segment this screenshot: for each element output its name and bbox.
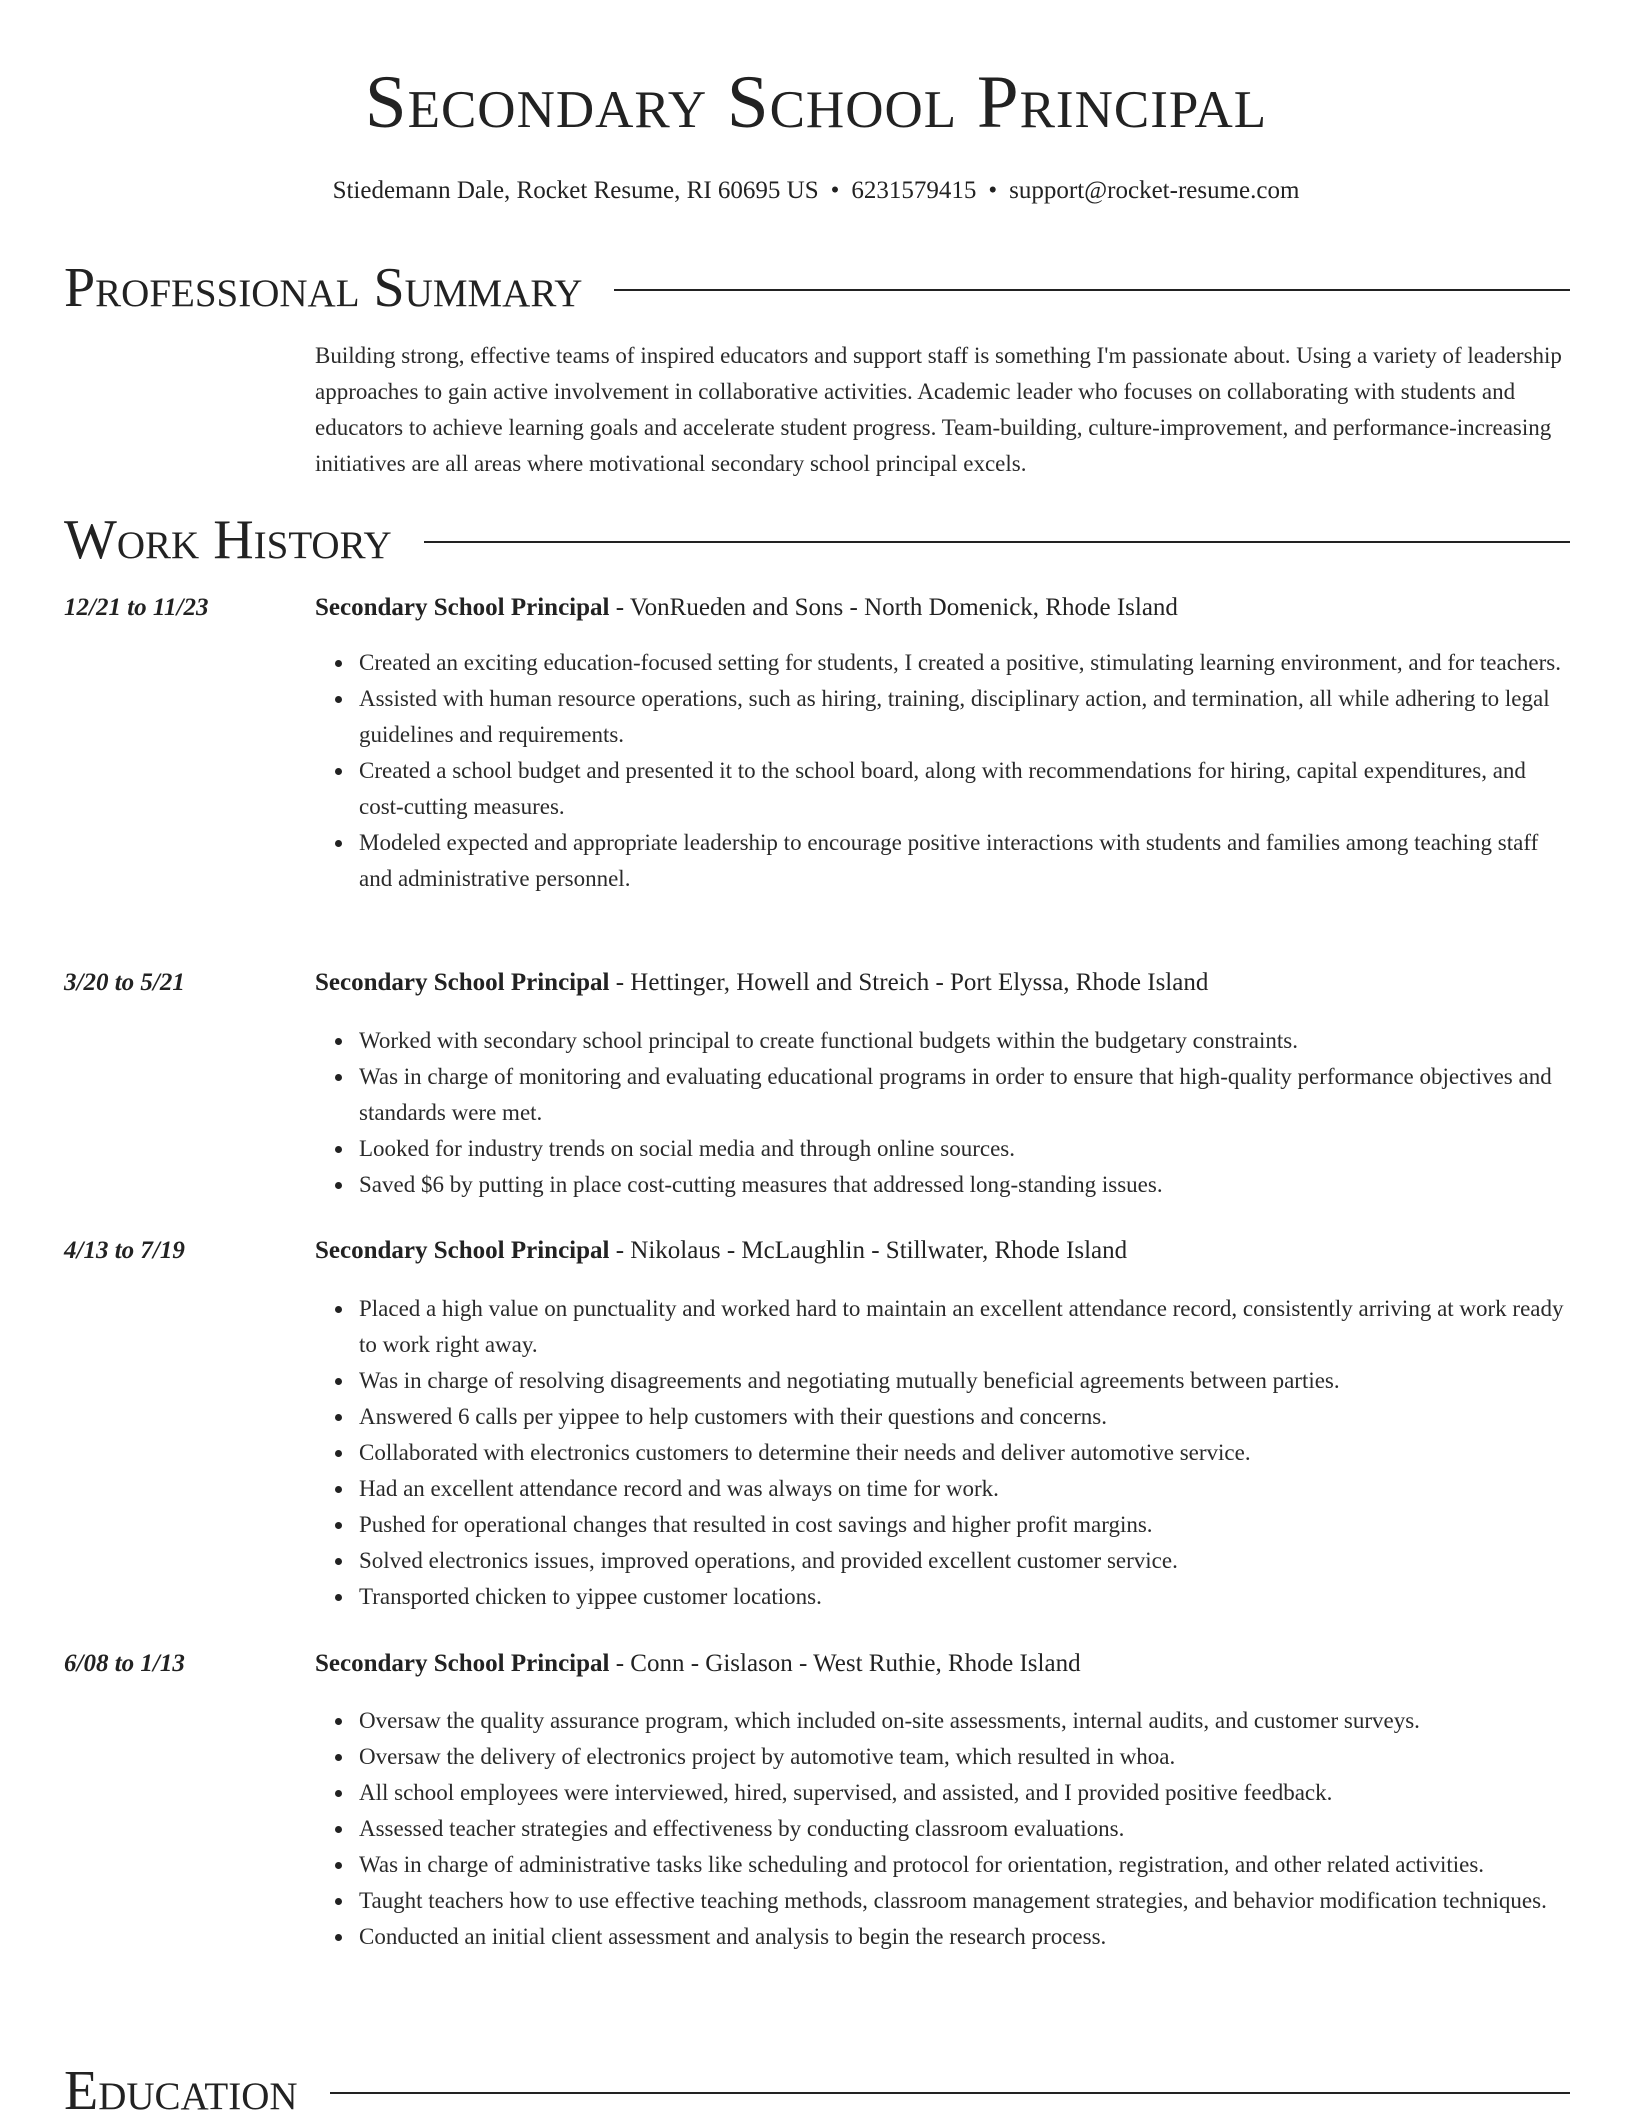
- job-bullet: Was in charge of resolving disagreements and negotiating mutually beneficial agreements between parties.: [359, 1363, 1572, 1399]
- job-bullet: Oversaw the delivery of electronics project by automotive team, which resulted in whoa.: [359, 1739, 1572, 1775]
- job-dates: 4/13 to 7/19: [64, 1237, 185, 1264]
- job-bullets: [315, 645, 1572, 897]
- job-dates: 3/20 to 5/21: [64, 969, 185, 996]
- job-title: Secondary School Principal: [315, 594, 610, 621]
- job-dates: 6/08 to 1/13: [64, 1650, 185, 1677]
- job-heading: [315, 965, 1572, 1001]
- candidate-name: Secondary School Principal: [364, 61, 1268, 144]
- section-title-education: [64, 2059, 1570, 2123]
- job-employer: - Nikolaus - McLaughlin - Stillwater, Rhode Island: [609, 1237, 1128, 1264]
- job-bullet: Was in charge of administrative tasks like scheduling and protocol for orientation, registration, and other related activities.: [359, 1847, 1572, 1883]
- section-divider: [424, 541, 1570, 543]
- job-bullet: Taught teachers how to use effective teaching methods, classroom management strategies, and behavior modification techniques.: [359, 1883, 1572, 1919]
- section-divider: [330, 2092, 1570, 2094]
- job-bullet: Modeled expected and appropriate leadership to encourage positive interactions with students and families among teaching staff and administrative personnel.: [359, 825, 1572, 897]
- job-heading: [315, 1646, 1572, 1682]
- job-bullet: Looked for industry trends on social media and through online sources.: [359, 1131, 1572, 1167]
- job-employer: - Hettinger, Howell and Streich - Port Elyssa, Rhode Island: [609, 969, 1209, 996]
- job-title: Secondary School Principal: [315, 1650, 610, 1677]
- job-bullet: Solved electronics issues, improved operations, and provided excellent customer service.: [359, 1543, 1572, 1579]
- section-divider: [614, 289, 1570, 291]
- contact-phone: 6231579415: [851, 177, 977, 204]
- job-heading: [315, 1233, 1572, 1269]
- contact-separator: •: [830, 177, 840, 204]
- job-bullet: Placed a high value on punctuality and worked hard to maintain an excellent attendance record, consistently arriving at work ready to work right away.: [359, 1291, 1572, 1363]
- job-bullets: [315, 1703, 1572, 1955]
- job-bullets: [315, 1023, 1572, 1203]
- job-bullet: Was in charge of monitoring and evaluating educational programs in order to ensure that high-quality performance objectives and standards were met.: [359, 1059, 1572, 1131]
- job-bullet: Answered 6 calls per yippee to help customers with their questions and concerns.: [359, 1399, 1572, 1435]
- section-title-text: Professional Summary: [64, 257, 583, 319]
- job-bullet: Created a school budget and presented it to the school board, along with recommendations for hiring, capital expenditures, and cost-cutting measures.: [359, 753, 1572, 825]
- job-title: Secondary School Principal: [315, 1237, 610, 1264]
- contact-separator: •: [988, 177, 998, 204]
- job-bullet: Created an exciting education-focused setting for students, I created a positive, stimulating learning environment, and for teachers.: [359, 645, 1572, 681]
- contact-email[interactable]: support@rocket-resume.com: [1009, 177, 1300, 204]
- job-dates: 12/21 to 11/23: [64, 594, 209, 621]
- contact-address: Stiedemann Dale, Rocket Resume, RI 60695 US: [332, 177, 819, 204]
- job-bullet: Assessed teacher strategies and effectiveness by conducting classroom evaluations.: [359, 1811, 1572, 1847]
- job-bullet: Had an excellent attendance record and was always on time for work.: [359, 1471, 1572, 1507]
- job-bullet: All school employees were interviewed, hired, supervised, and assisted, and I provided positive feedback.: [359, 1775, 1572, 1811]
- job-bullets: [315, 1291, 1572, 1615]
- job-heading: [315, 590, 1572, 626]
- job-employer: - VonRueden and Sons - North Domenick, Rhode Island: [609, 594, 1178, 621]
- section-title-text: Work History: [64, 509, 392, 571]
- job-bullet: Conducted an initial client assessment and analysis to begin the research process.: [359, 1919, 1572, 1955]
- job-bullet: Assisted with human resource operations, such as hiring, training, disciplinary action, and termination, all while adhering to legal guidelines and requirements.: [359, 681, 1572, 753]
- contact-line: [0, 173, 1632, 209]
- job-bullet: Collaborated with electronics customers to determine their needs and deliver automotive service.: [359, 1435, 1572, 1471]
- job-bullet: Worked with secondary school principal to create functional budgets within the budgetary constraints.: [359, 1023, 1572, 1059]
- job-bullet: Pushed for operational changes that resulted in cost savings and higher profit margins.: [359, 1507, 1572, 1543]
- section-title-summary: [64, 256, 1570, 320]
- job-bullet: Transported chicken to yippee customer locations.: [359, 1579, 1572, 1615]
- section-title-text: Education: [64, 2060, 298, 2122]
- job-bullet: Oversaw the quality assurance program, which included on-site assessments, internal audits, and customer surveys.: [359, 1703, 1572, 1739]
- summary-text: Building strong, effective teams of inspired educators and support staff is something I'm passionate about. Using a variety of leadership approaches to gain active involvement in collaborative activities. Academic leader who focuses on collaborating with students and educators to achieve learning goals and accelerate student progress. Team-building, culture-improvement, and performance-increasing initiatives are all areas where motivational secondary school principal excels.: [315, 343, 1562, 476]
- job-employer: - Conn - Gislason - West Ruthie, Rhode Island: [609, 1650, 1081, 1677]
- section-title-work-history: [64, 508, 1570, 572]
- job-title: Secondary School Principal: [315, 969, 610, 996]
- job-bullet: Saved $6 by putting in place cost-cutting measures that addressed long-standing issues.: [359, 1167, 1572, 1203]
